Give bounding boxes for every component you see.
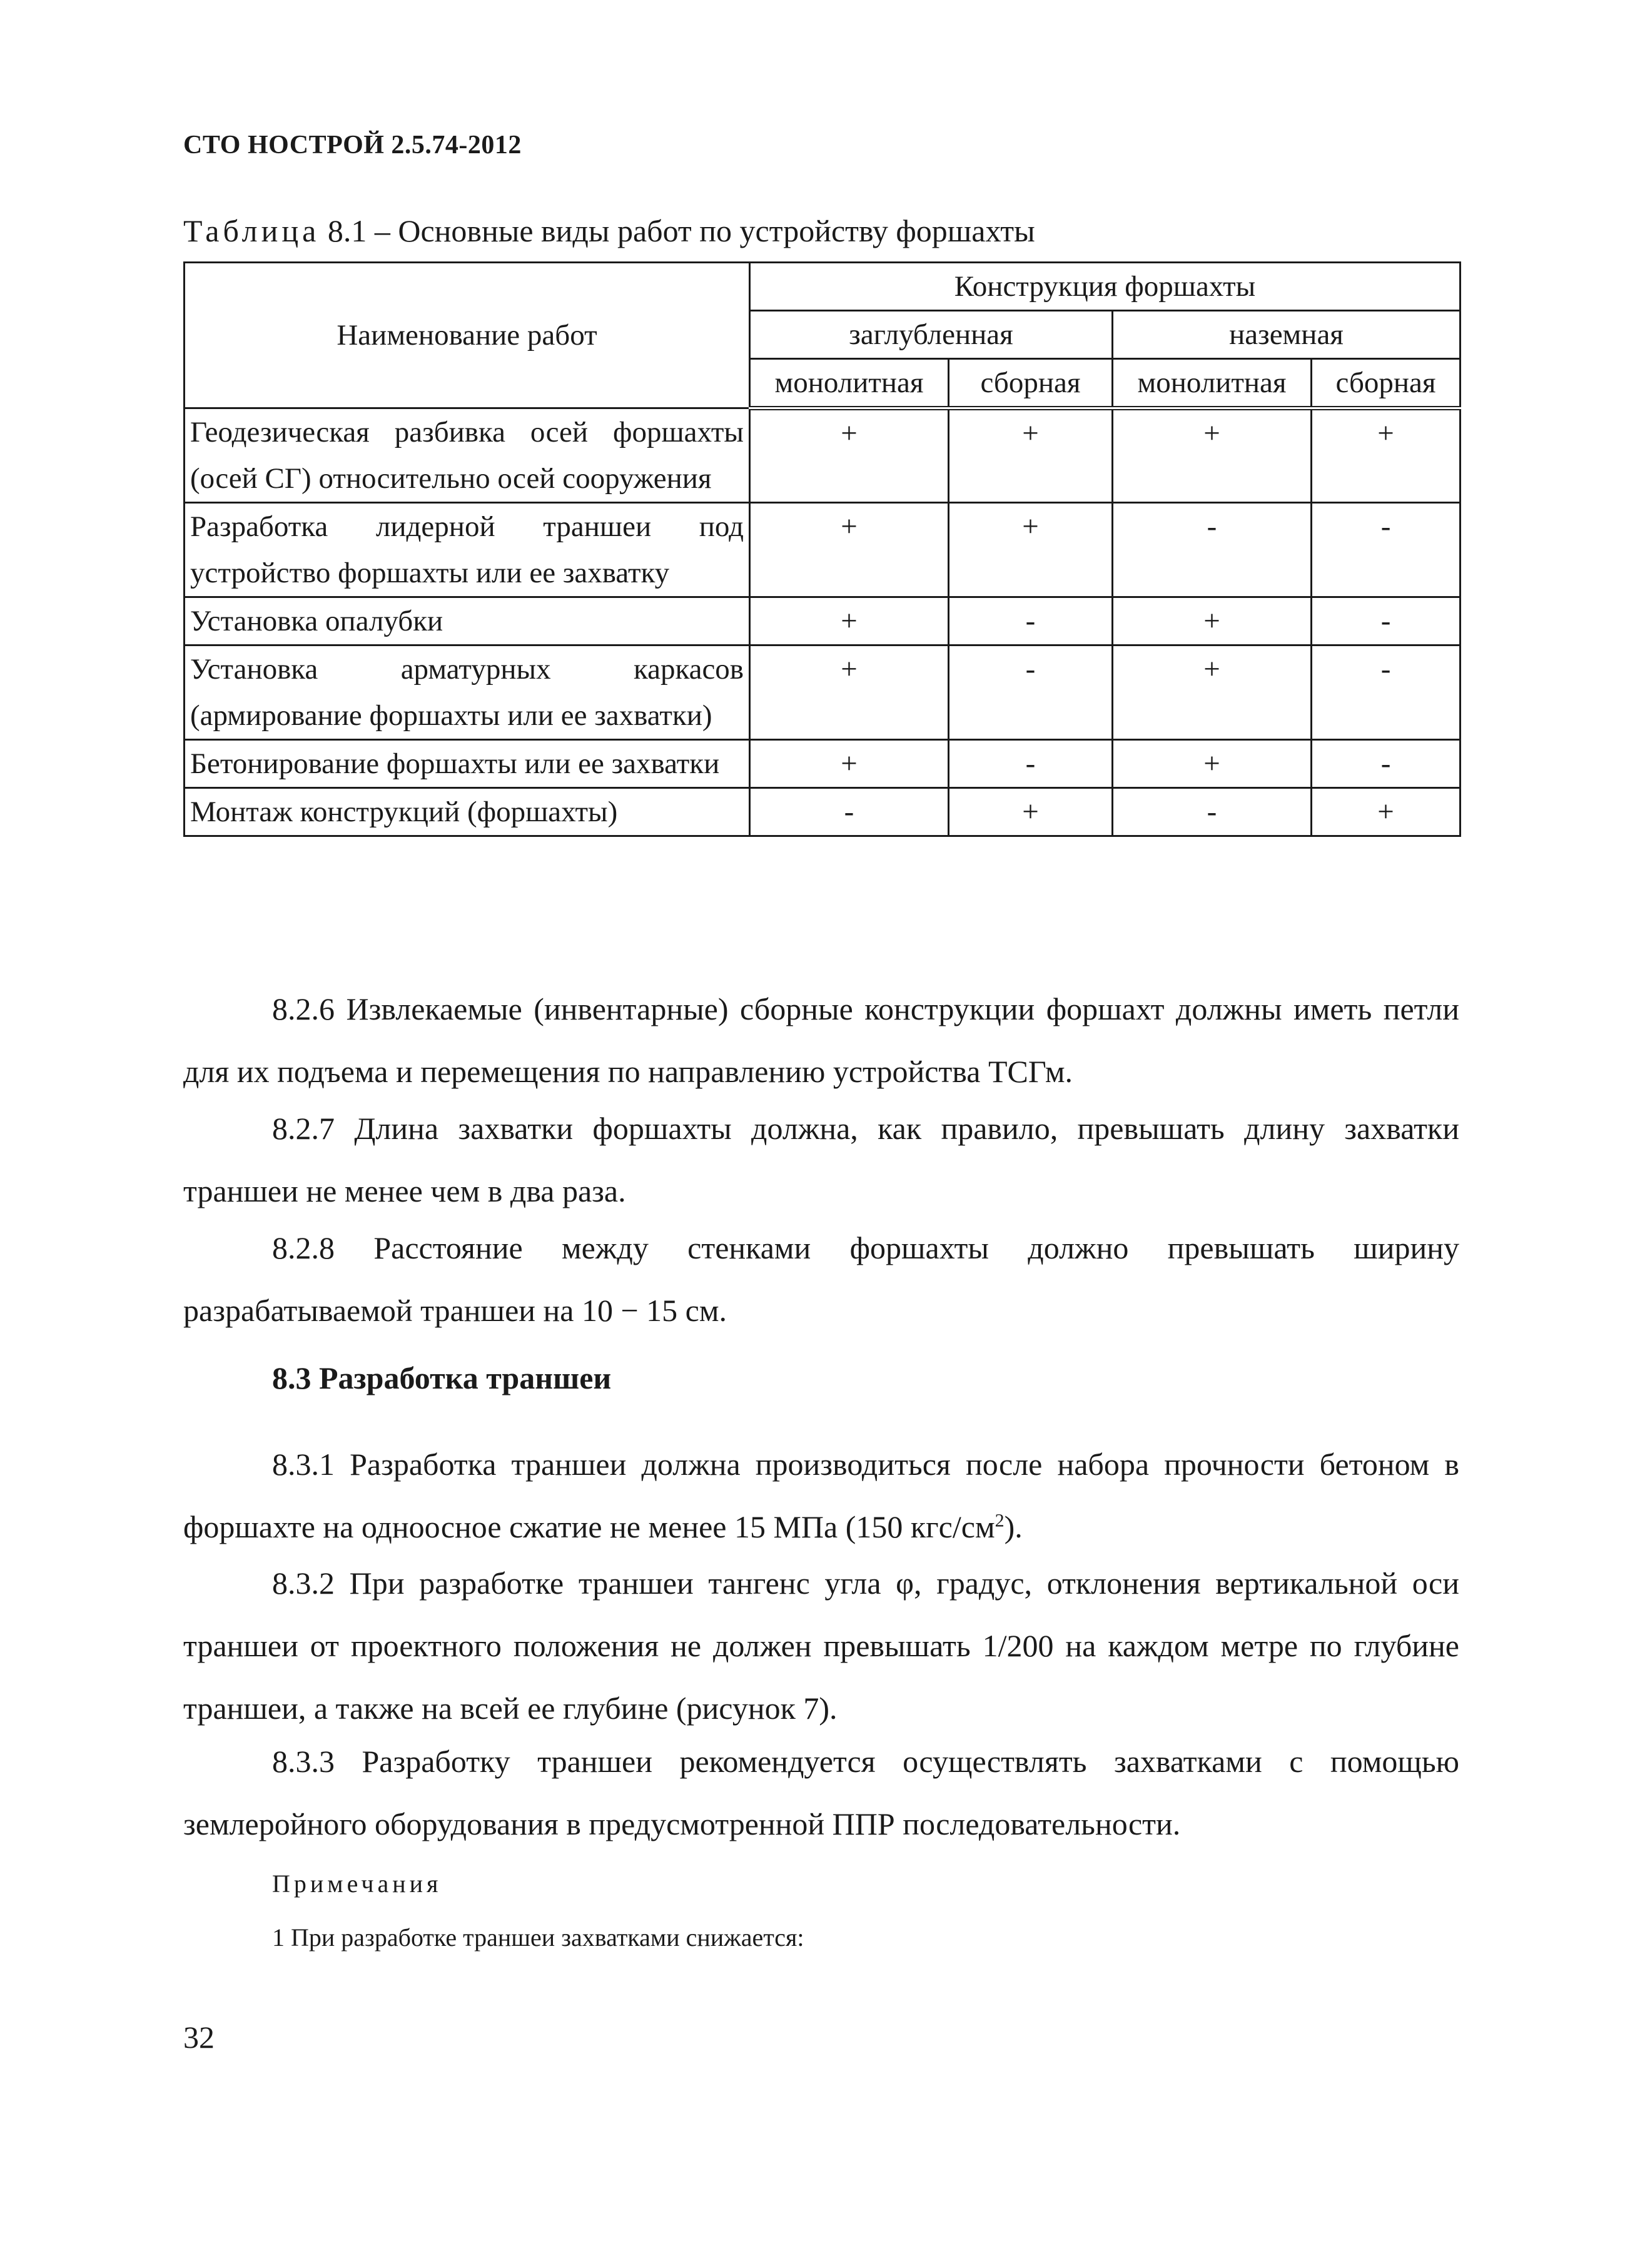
mark-cell: +	[949, 408, 1113, 503]
mark-cell: -	[1113, 503, 1312, 597]
mark-cell: +	[750, 503, 949, 597]
column-header-construction: Конструкция форшахты	[750, 263, 1460, 311]
mark-cell: -	[949, 597, 1113, 645]
column-header-name: Наименование работ	[185, 263, 750, 408]
mark-cell: +	[949, 503, 1113, 597]
note-1: 1 При разработке траншеи захватками снижается:	[272, 1923, 804, 1952]
paragraph-text: 8.3.1 Разработка траншеи должна производиться после набора прочности бетоном в форшахте на одноосное сжатие не менее 15 МПа (150 кгс/см	[183, 1447, 1459, 1544]
mark-cell: +	[1113, 645, 1312, 740]
column-header-deep: заглубленная	[750, 311, 1113, 359]
paragraph-text: 8.3.3 Разработку траншеи рекомендуется осуществлять захватками с помощью землеройного оборудования в предусмотренной ППР последовательности.	[183, 1744, 1459, 1841]
table-caption-text: 8.1 – Основные виды работ по устройству форшахты	[320, 213, 1035, 248]
paragraph-8-3-1	[183, 1433, 1459, 1558]
mark-cell: -	[949, 740, 1113, 788]
mark-cell: -	[1312, 740, 1460, 788]
table-caption-word: Таблица	[183, 213, 320, 248]
paragraph-text: 8.3.2 При разработке траншеи тангенс угла φ, градус, отклонения вертикальной оси траншеи от проектного положения не должен превышать 1/200 на каждом метре по глубине траншеи, а также на всей ее глубине (рисунок 7).	[183, 1566, 1459, 1726]
mark-cell: +	[750, 645, 949, 740]
document-header: СТО НОСТРОЙ 2.5.74-2012	[183, 131, 522, 159]
table-row	[185, 788, 1460, 836]
column-header-precast: сборная	[1312, 359, 1460, 408]
table-row	[185, 503, 1460, 597]
work-name: Геодезическая разбивка осей форшахты (осей СГ) относительно осей сооружения	[185, 408, 750, 503]
mark-cell: +	[1312, 408, 1460, 503]
mark-cell: -	[1113, 788, 1312, 836]
paragraph-text: 8.2.6 Извлекаемые (инвентарные) сборные конструкции форшахт должны иметь петли для их подъема и перемещения по направлению устройства ТСГм.	[183, 991, 1459, 1089]
column-header-ground: наземная	[1113, 311, 1460, 359]
section-heading-8-3: 8.3 Разработка траншеи	[272, 1360, 612, 1395]
column-header-monolithic: монолитная	[750, 359, 949, 408]
table-row	[185, 408, 1460, 503]
notes-title: Примечания	[272, 1870, 442, 1898]
mark-cell: -	[1312, 645, 1460, 740]
paragraph-text: 8.2.8 Расстояние между стенками форшахты должно превышать ширину разрабатываемой траншеи на 10 − 15 см.	[183, 1230, 1459, 1328]
paragraph-8-2-8	[183, 1217, 1459, 1342]
work-name: Бетонирование форшахты или ее захватки	[185, 740, 750, 788]
mark-cell: +	[1312, 788, 1460, 836]
table-row	[185, 597, 1460, 645]
table-caption	[183, 213, 1035, 249]
paragraph-8-3-2	[183, 1552, 1459, 1739]
paragraph-text: ).	[1004, 1509, 1023, 1544]
work-name: Монтаж конструкций (форшахты)	[185, 788, 750, 836]
paragraph-8-3-3	[183, 1730, 1459, 1855]
paragraph-8-2-6	[183, 978, 1459, 1103]
mark-cell: -	[1312, 503, 1460, 597]
works-table	[183, 261, 1461, 837]
table-row	[185, 645, 1460, 740]
mark-cell: +	[1113, 597, 1312, 645]
mark-cell: -	[949, 645, 1113, 740]
paragraph-8-2-7	[183, 1097, 1459, 1222]
mark-cell: +	[750, 597, 949, 645]
superscript: 2	[995, 1510, 1005, 1531]
table-row	[185, 740, 1460, 788]
mark-cell: +	[750, 740, 949, 788]
mark-cell: -	[1312, 597, 1460, 645]
column-header-precast: сборная	[949, 359, 1113, 408]
mark-cell: +	[750, 408, 949, 503]
mark-cell: +	[949, 788, 1113, 836]
mark-cell: +	[1113, 408, 1312, 503]
mark-cell: +	[1113, 740, 1312, 788]
column-header-monolithic: монолитная	[1113, 359, 1312, 408]
page-number: 32	[183, 2020, 215, 2055]
work-name: Разработка лидерной траншеи под устройство форшахты или ее захватку	[185, 503, 750, 597]
work-name: Установка опалубки	[185, 597, 750, 645]
mark-cell: -	[750, 788, 949, 836]
paragraph-text: 8.2.7 Длина захватки форшахты должна, как правило, превышать длину захватки траншеи не менее чем в два раза.	[183, 1111, 1459, 1208]
work-name: Установка арматурных каркасов (армирование форшахты или ее захватки)	[185, 645, 750, 740]
